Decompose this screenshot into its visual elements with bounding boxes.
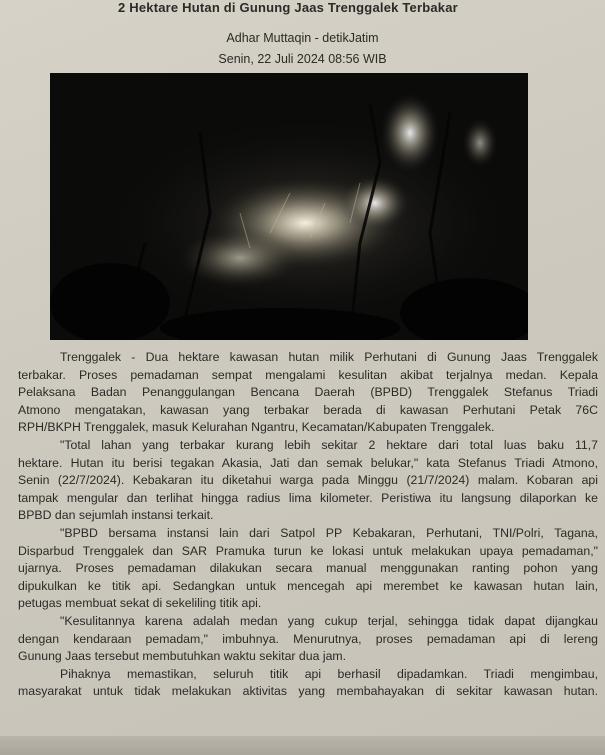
body-line: Pihaknya memastikan, seluruh titik api berhasil dipadamkan. Triadi mengimbau, (60, 666, 598, 681)
body-line: "BPBD bersama instansi lain dari Satpol PP Kebakaran, Perhutani, TNI/Polri, Tagana, (60, 525, 598, 540)
body-line: RPH/BKPH Trenggalek, masuk Kelurahan Ngantru, Kecamatan/Kabupaten Trenggalek. (18, 420, 495, 435)
body-line: Atmono mengatakan, kawasan yang terbakar berada di kawasan Perhutani Petak 76C (18, 402, 598, 417)
author: Adhar Muttaqin - detikJatim (226, 31, 379, 45)
body-line: BPBD dan sejumlah instansi terkait. (18, 508, 214, 523)
body-line: Disparbud Trenggalek dan SAR Pramuka turun ke lokasi untuk melakukan upaya pemadaman," (18, 543, 598, 558)
article-photo (50, 73, 528, 340)
body-line: Trenggalek - Dua hektare kawasan hutan milik Perhutani di Gunung Jaas Trenggalek (60, 350, 598, 364)
body-line: "Kesulitannya karena adalah medan yang cukup terjal, sehingga tidak dapat dijangkau (60, 613, 598, 628)
body-line: dipukulkan ke titik api. Sedangkan untuk mencegah api merembet ke kawasan hutan lain, (18, 578, 598, 593)
body-line: hektare. Hutan itu berisi tegakan Akasia, Jati dan semak belukar," kata Stefanus Triadi Atmono, (18, 455, 598, 470)
body-line: masyarakat untuk tidak melakukan aktivitas yang membahayakan di sekitar kawasan hutan. (18, 684, 598, 699)
body-line: Pelaksana Badan Penanggulangan Bencana Daerah (BPBD) Trenggalek Stefanus Triadi (18, 385, 598, 400)
byline (0, 28, 605, 70)
forest-fire-night-photo-icon (50, 73, 528, 340)
body-line: Senin (22/7/2024). Kebakaran itu diketahui warga pada Minggu (21/7/2024) malam. Kobaran api (18, 473, 598, 488)
article-body (18, 349, 598, 701)
body-line: "Total lahan yang terbakar kurang lebih sekitar 2 hektare dari total luas baku 11,7 (60, 437, 598, 452)
body-line: tampak mengular dan terlihat hingga radius lima kilometer. Peristiwa itu langsung dilaporkan ke (18, 490, 598, 505)
body-line: terbakar. Proses pemadaman sempat mengalami kesulitan akibat terjalnya medan. Kepala (18, 367, 598, 382)
page-bottom-edge (0, 736, 605, 755)
body-line: ujarnya. Proses pemadaman dilakukan secara manual menggunakan ranting pohon yang (18, 561, 598, 576)
body-line: Gunung Jaas tersebut membutuhkan waktu sekitar dua jam. (18, 649, 347, 664)
publish-date: Senin, 22 Juli 2024 08:56 WIB (218, 52, 387, 66)
body-line: dengan kendaraan pemadam," imbuhnya. Menurutnya, proses pemadaman api di lereng (18, 631, 598, 646)
body-line: petugas membuat sekat di sekeliling titik api. (18, 596, 262, 611)
article-title: 2 Hektare Hutan di Gunung Jaas Trenggalek Terbakar (118, 0, 458, 15)
